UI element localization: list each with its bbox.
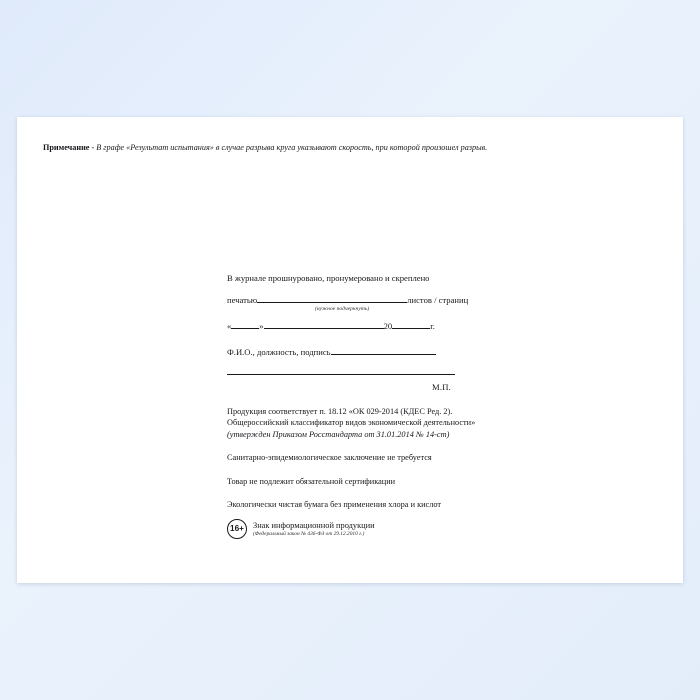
note-text: - В графе «Результат испытания» в случае разрыва круга указывают скорость, при которой произошел разрыв. bbox=[91, 143, 488, 152]
signature-blank bbox=[331, 346, 436, 355]
date-month-blank bbox=[264, 320, 384, 329]
statement-line: Общероссийский классификатор видов экономической деятельности» bbox=[227, 418, 476, 428]
note-label: Примечание bbox=[43, 143, 90, 152]
date-day-blank bbox=[231, 320, 259, 329]
signature-label: Ф.И.О., должность, подпись bbox=[227, 347, 331, 357]
document-page bbox=[17, 117, 683, 583]
seal-blank bbox=[257, 294, 407, 303]
date-year: 20 bbox=[383, 321, 393, 331]
age-rating-title: Знак информационной продукции bbox=[253, 520, 375, 530]
seal-hint: (нужное подчеркнуть) bbox=[315, 306, 370, 312]
date-suffix: г. bbox=[430, 321, 435, 331]
seal-suffix: листов / страниц bbox=[407, 295, 469, 305]
statement-line: Товар не подлежит обязательной сертификации bbox=[227, 476, 396, 486]
date-line bbox=[227, 320, 527, 332]
date-quote-open: « bbox=[227, 321, 232, 331]
statement-line: Продукция соответствует п. 18.12 «ОК 029-2014 (КДЕС Ред. 2). bbox=[227, 407, 453, 416]
certification-block bbox=[227, 272, 527, 539]
signature-line bbox=[227, 346, 527, 358]
age-rating-text-group bbox=[253, 521, 375, 538]
seal-line bbox=[227, 294, 527, 306]
date-year-blank bbox=[392, 320, 430, 329]
statement-line: Экологически чистая бумага без применения хлора и кислот bbox=[227, 500, 442, 510]
seal-place-mark: М.П. bbox=[432, 382, 451, 392]
note-paragraph bbox=[43, 142, 663, 153]
seal-prefix: печатью bbox=[227, 295, 258, 305]
age-rating-row bbox=[227, 519, 527, 539]
statement-line: (утвержден Приказом Росстандарта от 31.01.2014 № 14-ст) bbox=[227, 429, 450, 439]
age-rating-subtitle: (Федеральный закон № 436-ФЗ от 29.12.2010 г.) bbox=[253, 530, 365, 537]
date-quote-close: » bbox=[259, 321, 264, 331]
signature-underline bbox=[227, 365, 455, 375]
statement-line: Санитарно-эпидемиологическое заключение не требуется bbox=[227, 453, 432, 463]
age-rating-badge: 16+ bbox=[227, 519, 247, 539]
bound-statement-line: В журнале прошнуровано, пронумеровано и скреплено bbox=[227, 273, 430, 283]
